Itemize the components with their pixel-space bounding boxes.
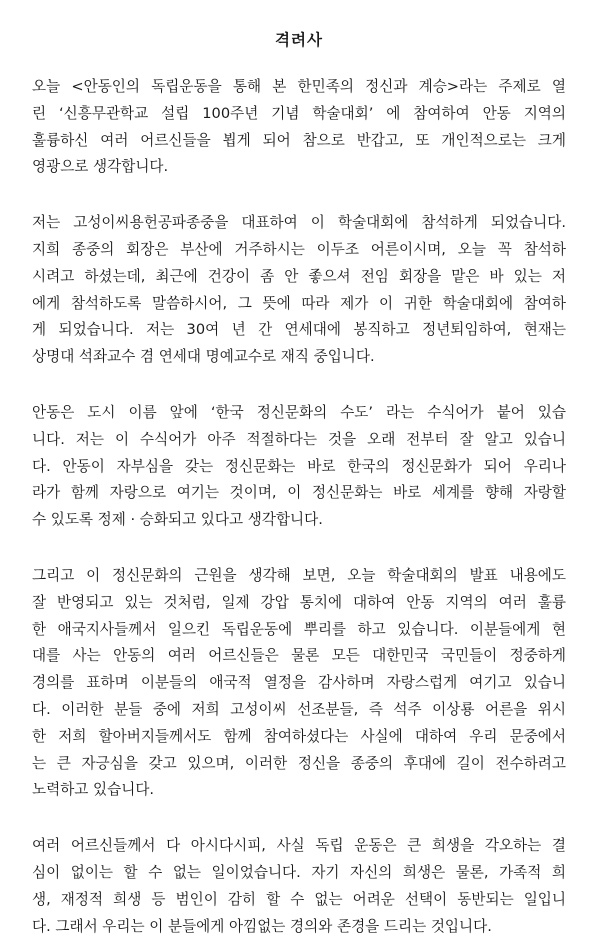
- text-line: 린 ‘신흥무관학교 설립 100주년 기념 학술대회’ 에 참여하여 안동 지역의: [32, 104, 566, 122]
- paragraph: [32, 74, 566, 181]
- text-line: 저는 고성이씨용헌공파종중을 대표하여 이 학술대회에 참석하게 되었습니다.: [32, 214, 566, 232]
- text-line: 니다. 저는 이 수식어가 아주 적절하다는 것을 오래 전부터 잘 알고 있습니: [32, 430, 566, 448]
- paragraph: [32, 833, 566, 940]
- text-line: 게 되었습니다. 저는 30여 년 간 연세대에 봉직하고 정년퇴임하여, 현재는: [32, 321, 566, 339]
- paragraph: [32, 400, 566, 534]
- text-line: 영광으로 생각합니다.: [32, 158, 169, 176]
- text-line: 경의를 표하며 이분들의 애국적 열정을 감사하며 자랑스럽게 여기고 있습니: [32, 674, 566, 692]
- text-line: 그리고 이 정신문화의 근원을 생각해 보면, 오늘 학술대회의 발표 내용에도: [32, 566, 566, 584]
- text-line: 심이 없이는 할 수 없는 일이었습니다. 자기 자신의 희생은 물론, 가족적 희: [32, 863, 566, 881]
- document-body: [32, 74, 566, 940]
- text-line: 여러 어르신들께서 다 아시다시피, 사실 독립 운동은 큰 희생을 각오하는 결: [32, 837, 566, 855]
- text-line: 한 저희 할아버지들께서도 함께 참여하셨다는 사실에 대하여 우리 문중에서: [32, 727, 566, 745]
- text-line: 오늘 <안동인의 독립운동을 통해 본 한민족의 정신과 계승>라는 주제로 열: [32, 78, 566, 95]
- text-line: 노력하고 있습니다.: [32, 781, 155, 799]
- text-line: 안동은 도시 이름 앞에 ‘한국 정신문화의 수도’ 라는 수식어가 붙어 있습: [32, 403, 566, 421]
- text-line: 대를 사는 안동의 여러 어르신들은 물론 모든 대한민국 국민들이 정중하게: [32, 647, 566, 665]
- text-line: 잘 반영되고 있는 것처럼, 일제 강압 통치에 대하여 안동 지역의 여러 훌륭: [32, 593, 566, 611]
- text-line: 상명대 석좌교수 겸 연세대 명예교수로 재직 중입니다.: [32, 348, 375, 366]
- text-line: 훌륭하신 여러 어르신들을 뵙게 되어 참으로 반갑고, 또 개인적으로는 크게: [32, 131, 566, 149]
- text-line: 생, 재정적 희생 등 범인이 감히 할 수 없는 어려운 선택이 동반되는 일입니: [32, 890, 566, 908]
- text-line: 다. 안동이 자부심을 갖는 정신문화는 바로 한국의 정신문화가 되어 우리나: [32, 457, 566, 475]
- text-line: 라가 함께 자랑으로 여기는 것이며, 이 정신문화는 바로 세계를 향해 자랑할: [32, 484, 566, 502]
- text-line: 다. 이러한 분들 중에 저희 고성이씨 선조분들, 즉 석주 이상룡 어른을 위시: [32, 700, 566, 718]
- paragraph: [32, 210, 566, 371]
- text-line: 수 있도록 정제 · 승화되고 있다고 생각합니다.: [32, 511, 323, 529]
- text-line: 한 애국지사들께서 일으킨 독립운동에 뿌리를 하고 있습니다. 이분들에게 현: [32, 620, 566, 638]
- text-line: 지희 종중의 회장은 부산에 거주하시는 이두조 어른이시며, 오늘 꼭 참석하: [32, 240, 566, 258]
- text-line: 다. 그래서 우리는 이 분들에게 아낌없는 경의와 존경을 드리는 것입니다.: [32, 917, 492, 935]
- text-line: 에게 참석하도록 말씀하시어, 그 뜻에 따라 제가 이 귀한 학술대회에 참여하: [32, 294, 566, 312]
- text-line: 는 큰 자긍심을 갖고 있으며, 이러한 정신을 종중의 후대에 길이 전수하려고: [32, 754, 566, 772]
- document-title: 격려사: [275, 31, 323, 49]
- paragraph: [32, 563, 566, 804]
- text-line: 시려고 하셨는데, 최근에 건강이 좀 안 좋으셔 전임 회장을 맡은 바 있는 저: [32, 267, 566, 285]
